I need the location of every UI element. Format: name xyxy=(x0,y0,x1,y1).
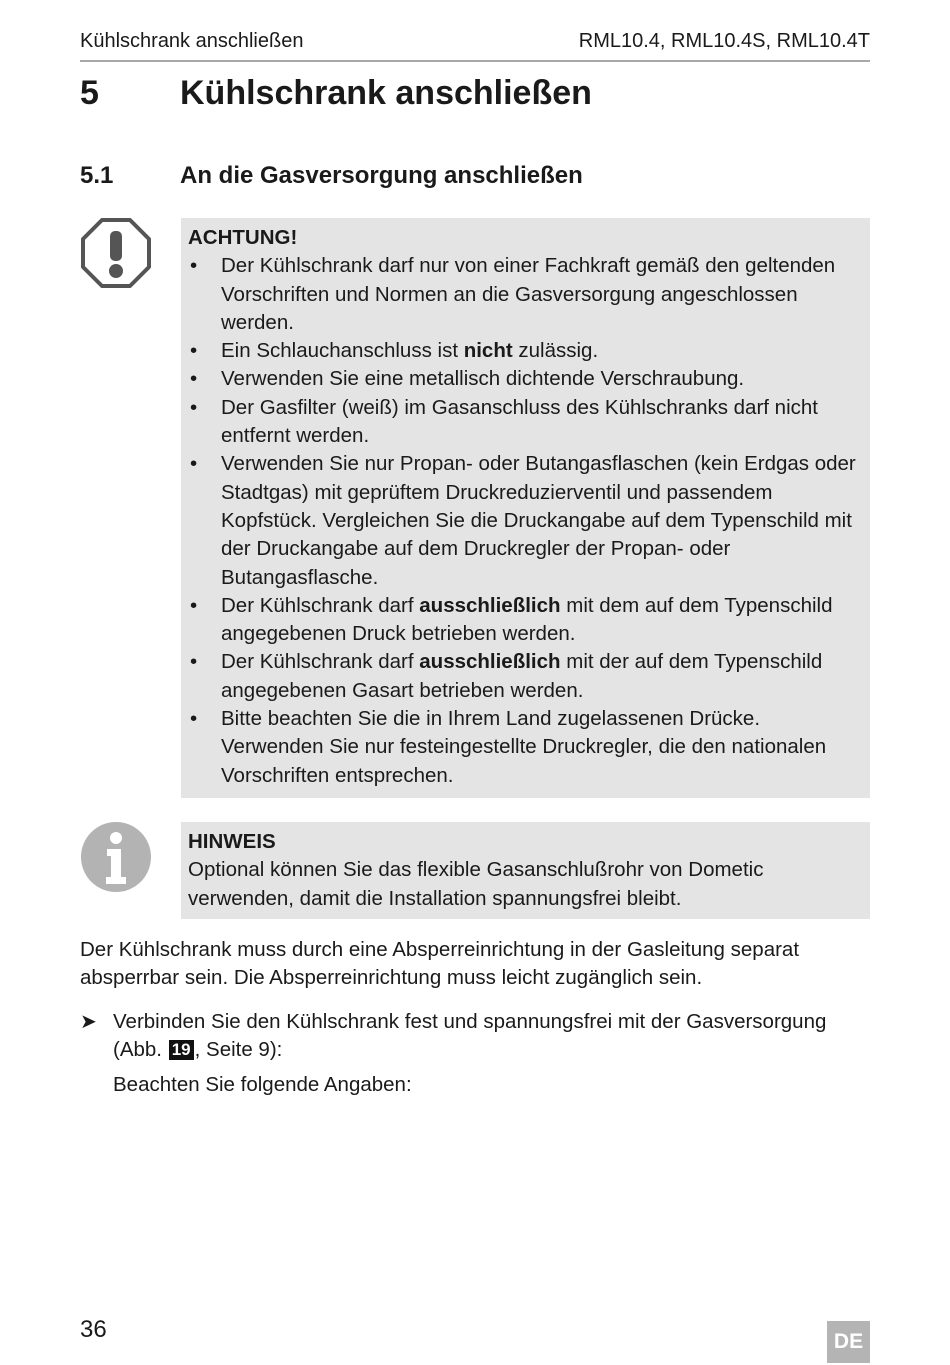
warning-item-text: zulässig. xyxy=(512,339,599,363)
instruction-step xyxy=(80,1008,870,1065)
warning-box xyxy=(181,218,870,798)
step-text-start: Verbinden Sie den Kühlschrank fest und spannungsfrei mit der Gasversorgung (Abb. xyxy=(113,1010,827,1062)
section-title: An die Gasversorgung anschließen xyxy=(180,162,583,189)
info-circle-icon xyxy=(80,821,152,893)
notice-title: HINWEIS xyxy=(188,830,276,853)
warning-item-text: Ein Schlauchanschluss ist xyxy=(221,339,464,363)
body-paragraph: Der Kühlschrank muss durch eine Absperreinrichtung in der Gasleitung separat absperrbar sein. Die Absperreinrichtung muss leicht zugänglich sein. xyxy=(80,938,800,990)
arrow-right-icon: ➤ xyxy=(80,1011,97,1033)
warning-item xyxy=(188,450,860,591)
warning-item xyxy=(188,252,860,337)
notice-text: Optional können Sie das flexible Gasanschlußrohr von Dometic verwenden, damit die Installation spannungsfrei bleibt. xyxy=(188,858,764,910)
step-text-end: , Seite 9): xyxy=(194,1038,283,1062)
warning-list xyxy=(188,252,860,790)
warning-item-text: mit dem auf dem Typenschild angegebenen Druck betrieben werden. xyxy=(221,593,833,646)
warning-item-text: Der Kühlschrank darf nur von einer Fachkraft gemäß den geltenden Vorschriften und Normen an die Gasversorgung angeschlossen werden. xyxy=(221,254,836,334)
warning-item xyxy=(188,337,860,365)
header-divider xyxy=(80,60,870,62)
warning-title: ACHTUNG! xyxy=(188,226,298,249)
notice-box xyxy=(181,822,870,919)
warning-item-emphasis: ausschließlich xyxy=(419,593,561,617)
warning-item-text: Der Kühlschrank darf xyxy=(221,593,420,617)
warning-item-text: mit der auf dem Typenschild angegebenen Gasart betrieben werden. xyxy=(221,650,823,702)
warning-item-emphasis: ausschließlich xyxy=(419,650,561,674)
figure-reference: 19 xyxy=(169,1040,194,1060)
warning-item xyxy=(188,365,860,393)
warning-item xyxy=(188,394,860,451)
chapter-number: 5 xyxy=(80,74,99,112)
exclamation-octagon-icon xyxy=(80,217,152,289)
running-header-models: RML10.4, RML10.4S, RML10.4T xyxy=(578,30,870,52)
warning-item-text: Der Gasfilter (weiß) im Gasanschluss des Kühlschranks darf nicht entfernt werden. xyxy=(221,395,818,448)
language-tab: DE xyxy=(827,1321,870,1363)
running-header-section: Kühlschrank anschließen xyxy=(80,30,304,52)
warning-item-text: Verwenden Sie nur Propan- oder Butangasflaschen (kein Erdgas oder Stadtgas) mit geprüftem Druckreduzierventil und passendem Kopfstück. Vergleichen Sie die Druckangabe auf dem Typenschild mit der Druckangabe auf dem Druckregler der Propan- oder Butangasflasche. xyxy=(221,452,856,589)
warning-item xyxy=(188,648,860,705)
section-number: 5.1 xyxy=(80,162,114,189)
warning-item-text: Bitte beachten Sie die in Ihrem Land zugelassenen Drücke. Verwenden Sie nur festeingestellte Druckregler, die den nationalen Vorschriften entsprechen. xyxy=(221,707,827,787)
warning-item-text: Der Kühlschrank darf xyxy=(221,650,420,674)
warning-item-emphasis: nicht xyxy=(463,339,513,363)
warning-item xyxy=(188,705,860,790)
warning-item-text: Verwenden Sie eine metallisch dichtende Verschraubung. xyxy=(221,367,745,391)
chapter-title: Kühlschrank anschließen xyxy=(180,74,592,112)
warning-item xyxy=(188,592,860,649)
step-text xyxy=(113,1008,870,1065)
page-number: 36 xyxy=(80,1316,107,1343)
step-note: Beachten Sie folgende Angaben: xyxy=(113,1073,412,1096)
